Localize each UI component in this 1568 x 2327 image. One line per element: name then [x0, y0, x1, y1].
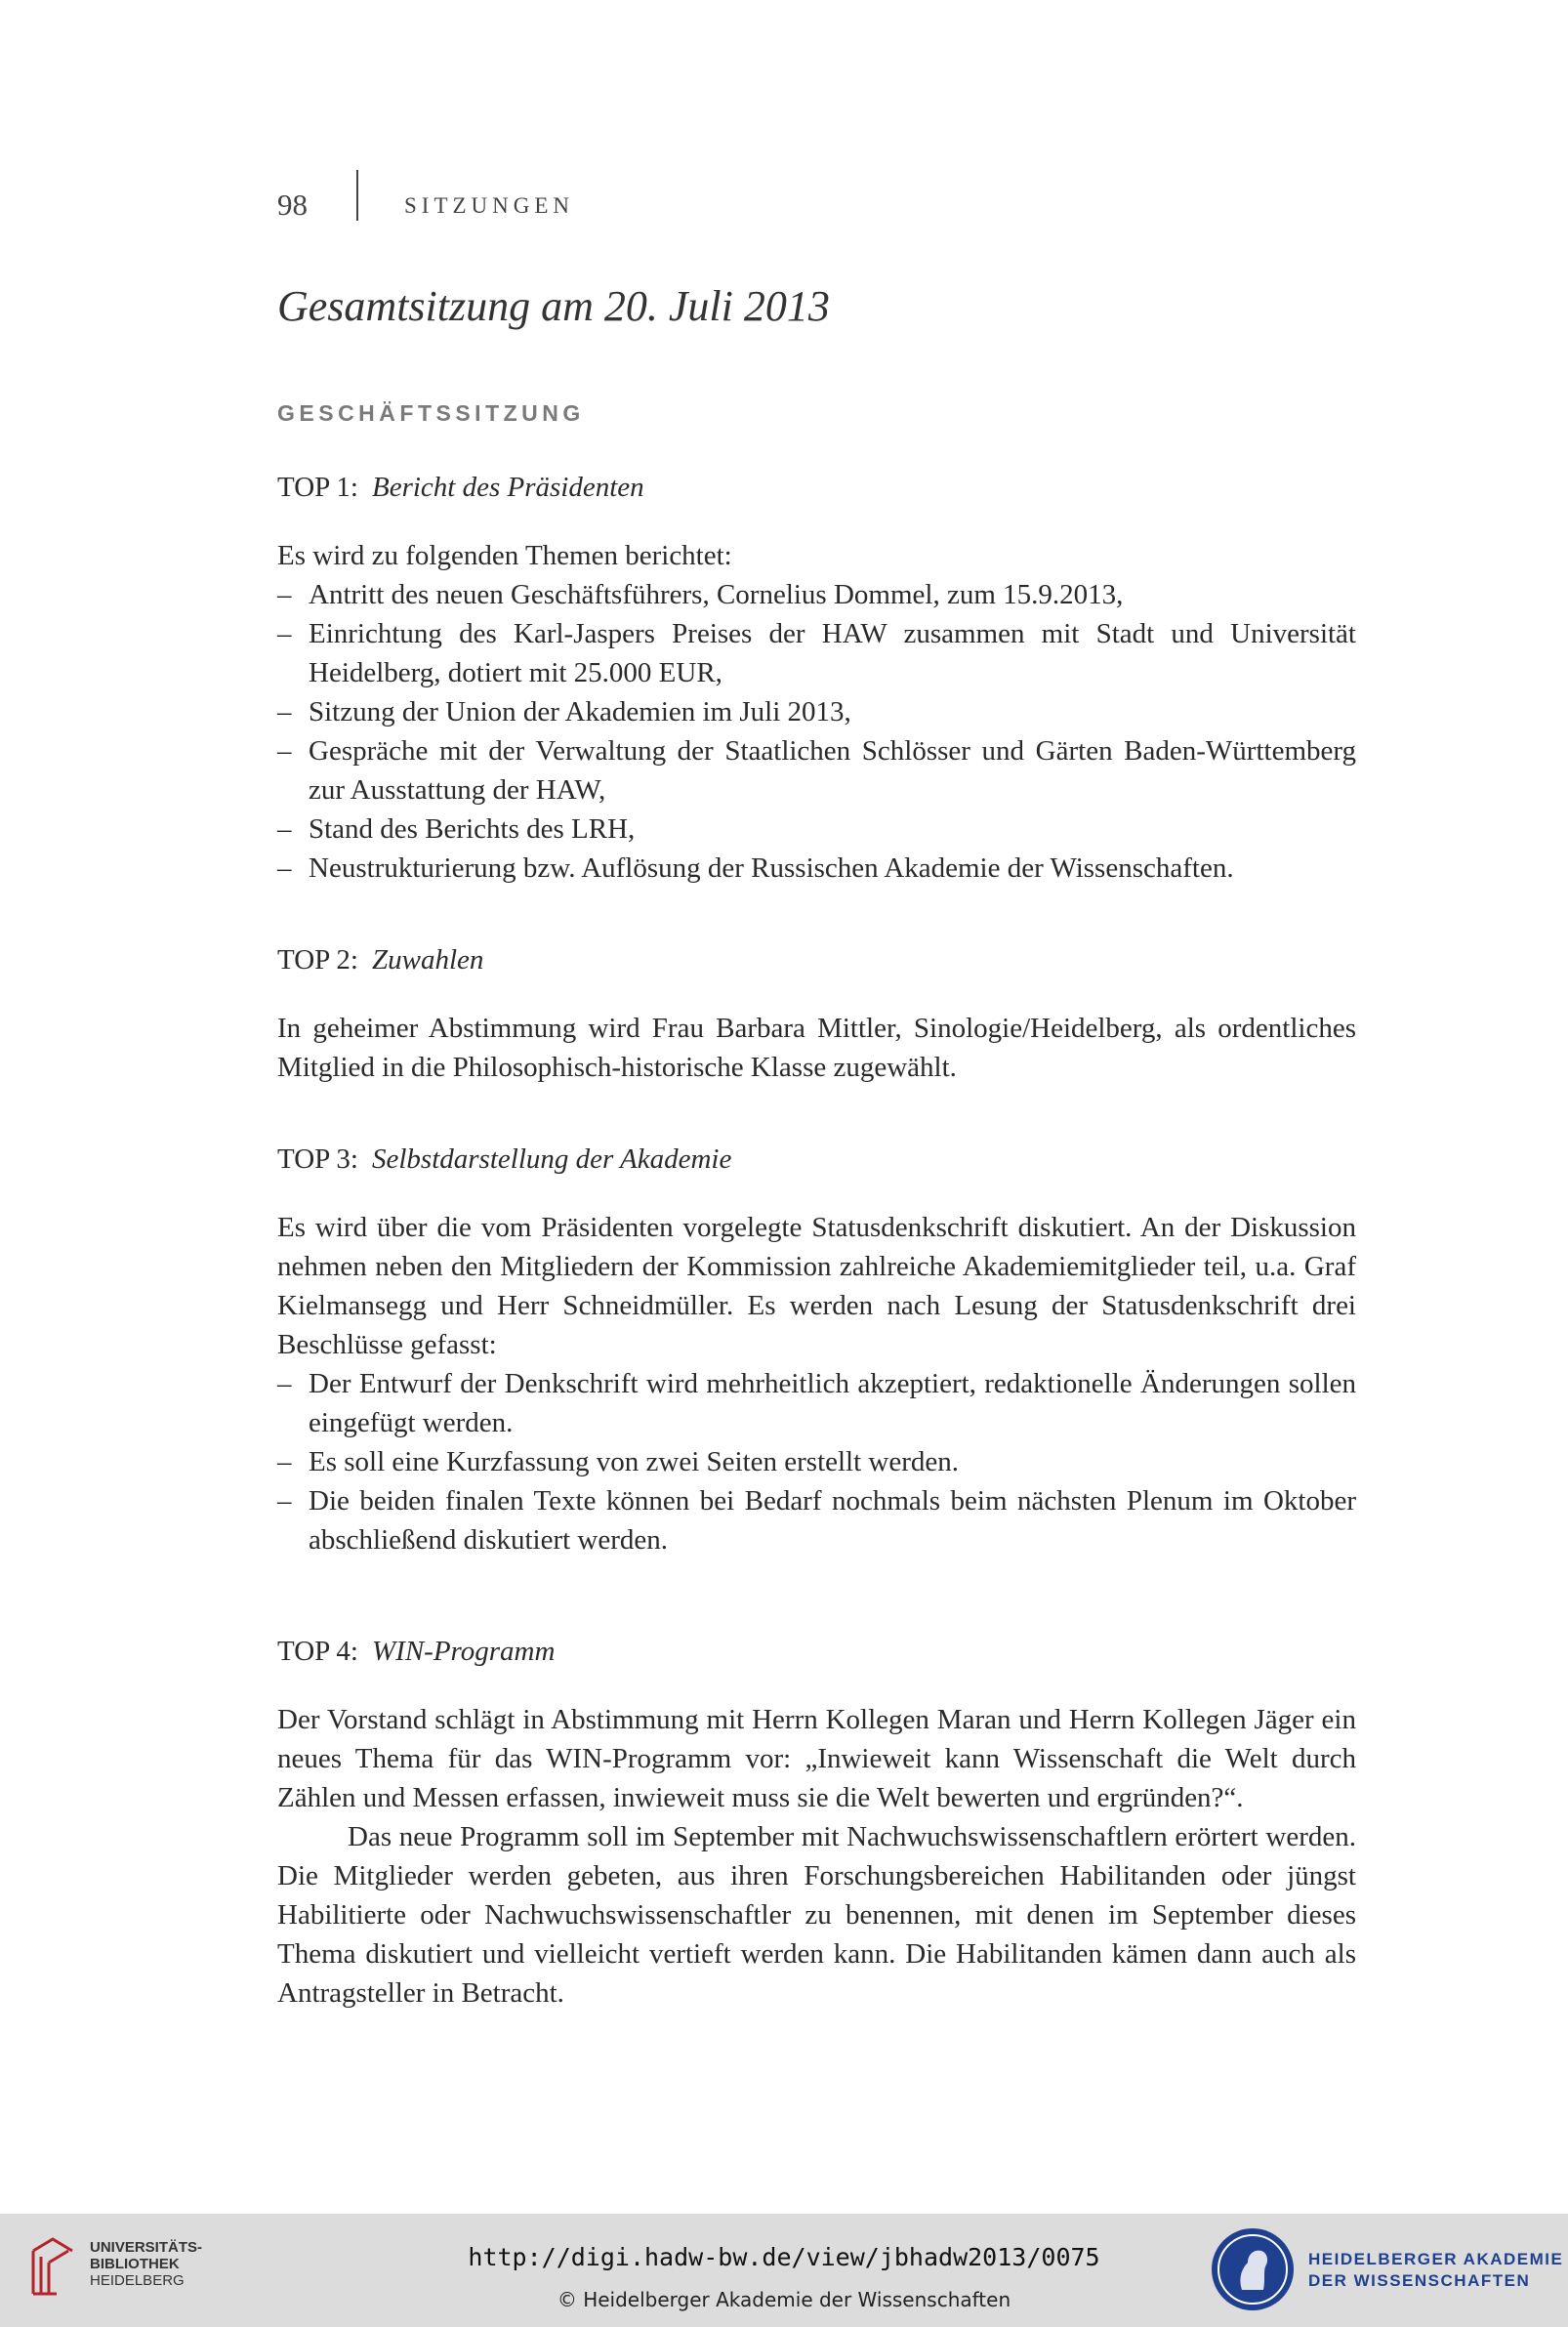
academy-name: [1308, 2249, 1563, 2292]
dash-bullet: –: [277, 1368, 292, 1399]
top-title: Zuwahlen: [372, 944, 484, 976]
list-item-text: Die beiden finalen Texte können bei Bedarf nochmals beim nächsten Plenum im Oktober abschließend diskutiert werden.: [309, 1485, 1356, 1556]
academy-name-line: HEIDELBERGER AKADEMIE: [1308, 2250, 1564, 2268]
dash-bullet: –: [277, 618, 292, 649]
list-item: [277, 1364, 1356, 1442]
list-item-text: Stand des Berichts des LRH,: [309, 813, 636, 845]
list-item-text: Es soll eine Kurzfassung von zwei Seiten erstellt werden.: [309, 1446, 960, 1477]
top-4-section: [277, 1632, 1356, 2013]
top-title: WIN-Programm: [372, 1636, 556, 1667]
source-url-link[interactable]: http://digi.hadw-bw.de/view/jbhadw2013/0075: [468, 2243, 1100, 2271]
top-2-text: In geheimer Abstimmung wird Frau Barbara Mittler, Sinologie/Heidelberg, als ordentliches Mitglied in die Philosophisch-historische Klasse zugewählt.: [277, 1013, 1356, 1083]
top-2-section: [277, 940, 1356, 1087]
top-label: TOP 1:: [277, 472, 358, 503]
top-3-text: Es wird über die vom Präsidenten vorgelegte Statusdenkschrift diskutiert. An der Diskussion nehmen neben den Mitgliedern der Kommission zahlreiche Akademiemitglieder teil, u.a. Graf Kielmansegg und Herr Schneidmüller. Es werden nach Lesung der Statusdenkschrift drei Beschlüsse gefasst:: [277, 1212, 1356, 1360]
header-divider: [356, 170, 358, 221]
page-title: Gesamtsitzung am 20. Juli 2013: [277, 282, 830, 330]
list-item-text: Gespräche mit der Verwaltung der Staatlichen Schlösser und Gärten Baden-Württemberg zur Ausstattung der HAW,: [309, 735, 1356, 806]
top-title: Bericht des Präsidenten: [372, 472, 644, 503]
dash-bullet: –: [277, 735, 292, 767]
academy-seal-icon: [1209, 2225, 1297, 2313]
top-3-list: [277, 1364, 1356, 1559]
top-4-heading: [277, 1632, 1356, 1671]
footer-banner: [0, 2214, 1568, 2327]
list-item: [277, 692, 1356, 731]
top-3-heading: [277, 1140, 1356, 1179]
dash-bullet: –: [277, 696, 292, 727]
dash-bullet: –: [277, 813, 292, 845]
top-label: TOP 2:: [277, 944, 358, 976]
list-item: [277, 575, 1356, 614]
top-4-text: Der Vorstand schlägt in Abstimmung mit Herrn Kollegen Maran und Herrn Kollegen Jäger ein neues Thema für das WIN-Programm vor: „Inwieweit kann Wissenschaft die Welt durch Zählen und Messen erfassen, inwieweit muss sie die Welt bewerten und ergründen?“.: [277, 1704, 1356, 1813]
document-body: [277, 400, 1356, 2065]
list-item-text: Antritt des neuen Geschäftsführers, Cornelius Dommel, zum 15.9.2013,: [309, 579, 1124, 610]
list-item-text: Sitzung der Union der Akademien im Juli 2013,: [309, 696, 851, 727]
list-item: [277, 731, 1356, 810]
top-1-section: [277, 468, 1356, 888]
dash-bullet: –: [277, 1446, 292, 1477]
top-1-list: [277, 575, 1356, 888]
list-item-text: Neustrukturierung bzw. Auflösung der Russischen Akademie der Wissenschaften.: [309, 852, 1234, 884]
top-label: TOP 4:: [277, 1636, 358, 1667]
page-number: 98: [277, 187, 308, 222]
top-4-text-continued: Das neue Programm soll im September mit Nachwuchswissenschaftlern erörtert werden. Die Mitglieder werden gebeten, aus ihren Forschungsbereichen Habilitanden oder jüngst Habilitierte oder Nachwuchswissenschaftler zu benennen, mit denen im September dieses Thema diskutiert und vielleicht vertieft werden kann. Die Habilitanden kämen dann auch als Antragsteller in Betracht.: [277, 1821, 1356, 2009]
top-label: TOP 3:: [277, 1143, 358, 1175]
list-item: [277, 1442, 1356, 1481]
list-item: [277, 614, 1356, 692]
dash-bullet: –: [277, 1485, 292, 1517]
academy-name-line: DER WISSENSCHAFTEN: [1308, 2271, 1531, 2290]
section-label: GESCHÄFTSSITZUNG: [277, 400, 585, 426]
library-name-line: HEIDELBERG: [90, 2272, 185, 2289]
top-1-heading: [277, 468, 1356, 507]
dash-bullet: –: [277, 579, 292, 610]
top-2-heading: [277, 940, 1356, 979]
top-title: Selbstdarstellung der Akademie: [372, 1143, 732, 1175]
top-3-section: [277, 1140, 1356, 1559]
library-name-line: UNIVERSITÄTS-: [90, 2239, 203, 2256]
list-item: [277, 849, 1356, 888]
list-item: [277, 810, 1356, 849]
dash-bullet: –: [277, 852, 292, 884]
library-name-line: BIBLIOTHEK: [90, 2256, 180, 2272]
copyright-notice: © Heidelberger Akademie der Wissenschaften: [557, 2288, 1011, 2311]
running-head: SITZUNGEN: [404, 193, 575, 218]
list-item: [277, 1481, 1356, 1559]
top-1-intro: Es wird zu folgenden Themen berichtet:: [277, 540, 732, 571]
list-item-text: Einrichtung des Karl-Jaspers Preises der HAW zusammen mit Stadt und Universität Heidelberg, dotiert mit 25.000 EUR,: [309, 618, 1356, 688]
list-item-text: Der Entwurf der Denkschrift wird mehrheitlich akzeptiert, redaktionelle Änderungen sollen eingefügt werden.: [309, 1368, 1356, 1438]
